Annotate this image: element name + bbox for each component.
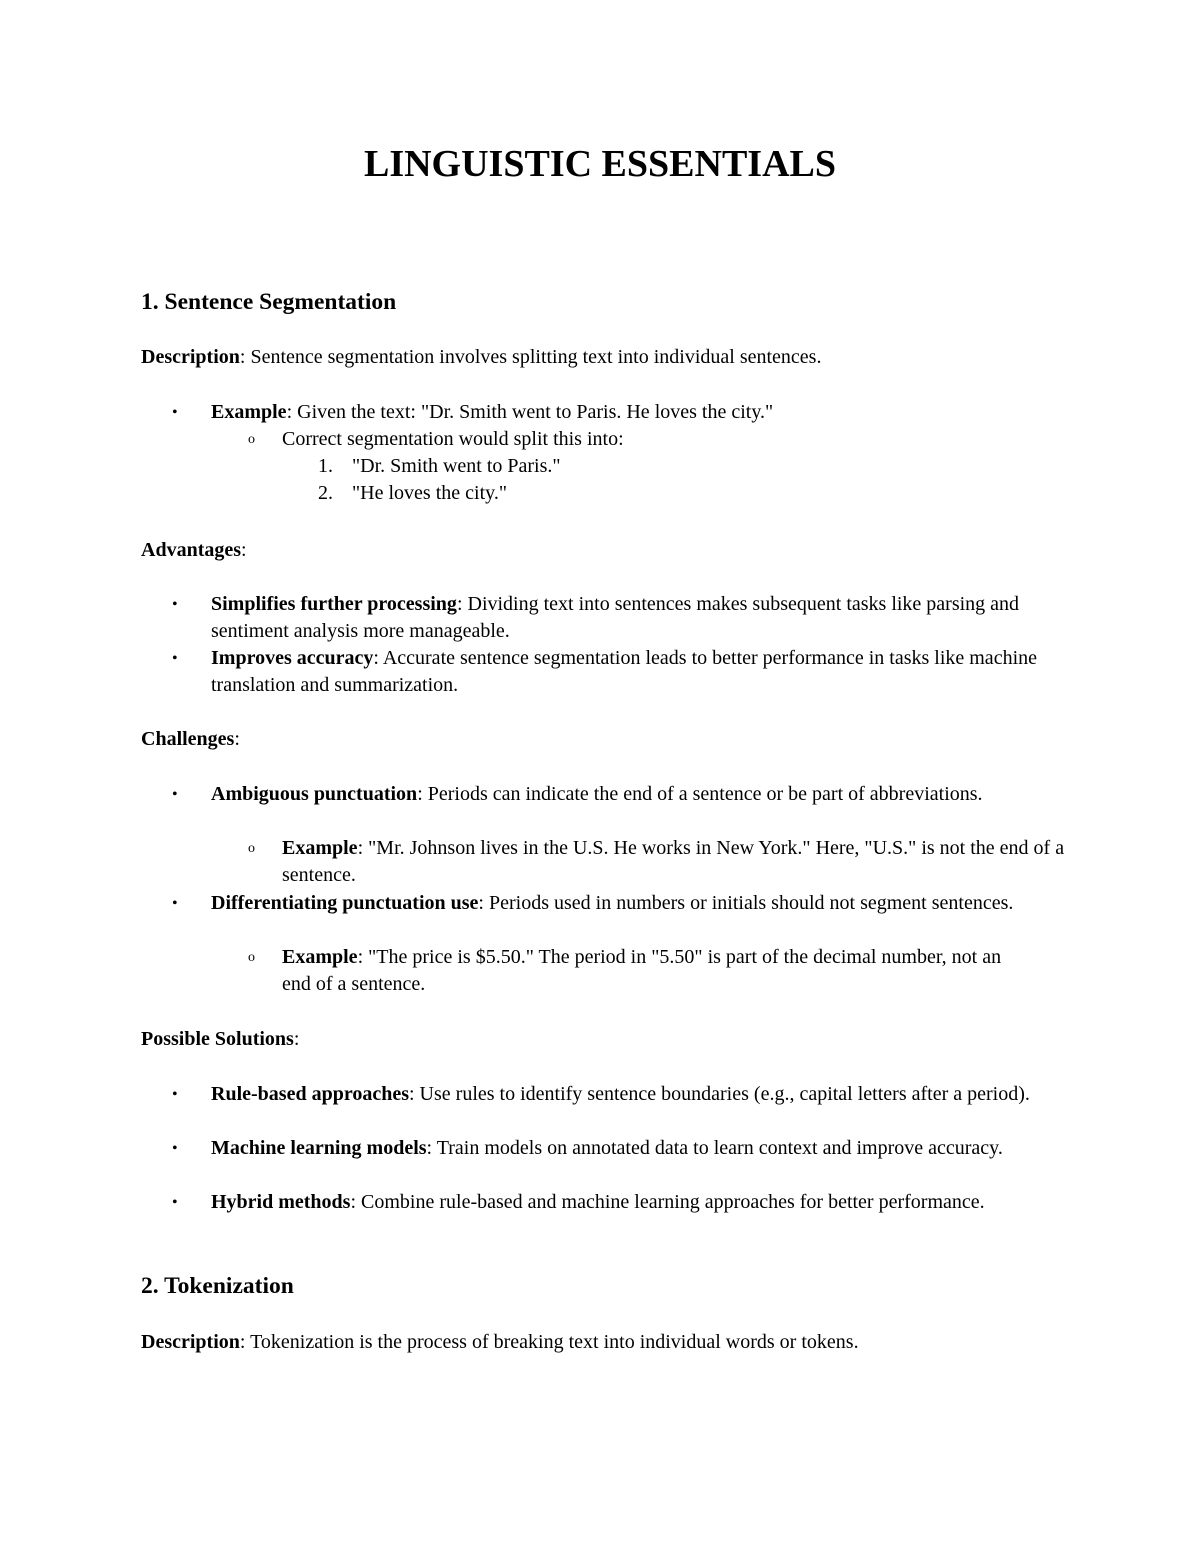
solution-text: : Train models on annotated data to learn context and improve accuracy. <box>426 1137 1003 1159</box>
advantage-text: : Dividing text into sentences makes subsequent tasks like parsing and sentiment analysis more manageable. <box>211 593 1020 642</box>
example-label: Example <box>211 401 287 423</box>
section-heading-tokenization: 2. Tokenization <box>141 1273 294 1299</box>
description-label: Description <box>141 346 240 368</box>
description-text: : Sentence segmentation involves splitting text into individual sentences. <box>239 346 822 368</box>
example-text: : "Mr. Johnson lives in the U.S. He works in New York." Here, "U.S." is not the end of a sentence. <box>282 837 1065 886</box>
advantage-item <box>211 645 1091 699</box>
challenge-text: : Periods used in numbers or initials should not segment sentences. <box>478 892 1014 914</box>
advantage-item <box>211 591 1091 645</box>
challenge-example <box>282 835 1072 889</box>
bullet-icon: • <box>172 596 178 613</box>
numbered-item: "He loves the city." <box>352 482 507 504</box>
challenge-item <box>211 781 1011 808</box>
solution-label: Machine learning models <box>211 1137 427 1159</box>
bullet-icon: • <box>172 404 178 421</box>
example-label: Example <box>282 837 358 859</box>
advantage-label: Simplifies further processing <box>211 593 457 615</box>
numbered-item: "Dr. Smith went to Paris." <box>352 455 561 477</box>
advantage-label: Improves accuracy <box>211 647 374 669</box>
sub-bullet-icon: o <box>248 432 255 447</box>
challenge-example <box>282 944 1022 998</box>
challenges-label: Challenges <box>141 728 235 750</box>
solution-text: : Combine rule-based and machine learning approaches for better performance. <box>350 1191 985 1213</box>
list-number: 2. <box>318 482 333 504</box>
example-label: Example <box>282 946 358 968</box>
description-paragraph <box>141 1329 859 1356</box>
example-text: : "The price is $5.50." The period in "5.50" is part of the decimal number, not an end of a sentence. <box>282 946 1002 995</box>
colon: : <box>234 728 240 750</box>
description-text: : Tokenization is the process of breaking text into individual words or tokens. <box>239 1331 859 1353</box>
list-number: 1. <box>318 455 333 477</box>
solution-item <box>211 1081 1061 1108</box>
bullet-icon: • <box>172 786 178 803</box>
colon: : <box>241 539 247 561</box>
sub-bullet-icon: o <box>248 950 255 965</box>
solution-item <box>211 1189 1011 1216</box>
solutions-label: Possible Solutions <box>141 1028 294 1050</box>
solution-label: Rule-based approaches <box>211 1083 409 1105</box>
advantage-text: : Accurate sentence segmentation leads to better performance in tasks like machine translation and summarization. <box>211 647 1037 696</box>
challenge-label: Differentiating punctuation use <box>211 892 479 914</box>
example-sub-item: Correct segmentation would split this into: <box>282 428 624 450</box>
challenge-item <box>211 890 1081 917</box>
bullet-icon: • <box>172 650 178 667</box>
solution-label: Hybrid methods <box>211 1191 351 1213</box>
bullet-icon: • <box>172 1194 178 1211</box>
bullet-icon: • <box>172 895 178 912</box>
colon: : <box>293 1028 300 1050</box>
description-paragraph <box>141 344 821 371</box>
bullet-icon: • <box>172 1140 178 1157</box>
sub-bullet-icon: o <box>248 841 255 856</box>
solution-text: : Use rules to identify sentence boundaries (e.g., capital letters after a period). <box>409 1083 1030 1105</box>
advantages-heading <box>141 537 247 564</box>
solution-item <box>211 1135 1081 1162</box>
challenges-heading <box>141 726 240 753</box>
example-item <box>211 399 1111 426</box>
challenge-label: Ambiguous punctuation <box>211 783 418 805</box>
section-heading-sentence-segmentation: 1. Sentence Segmentation <box>141 289 397 315</box>
example-text: : Given the text: "Dr. Smith went to Paris. He loves the city." <box>286 401 774 423</box>
bullet-icon: • <box>172 1086 178 1103</box>
description-label: Description <box>141 1331 240 1353</box>
challenge-text: : Periods can indicate the end of a sentence or be part of abbreviations. <box>417 783 983 805</box>
advantages-label: Advantages <box>141 539 242 561</box>
solutions-heading <box>141 1026 299 1053</box>
document-title: LINGUISTIC ESSENTIALS <box>363 143 837 185</box>
